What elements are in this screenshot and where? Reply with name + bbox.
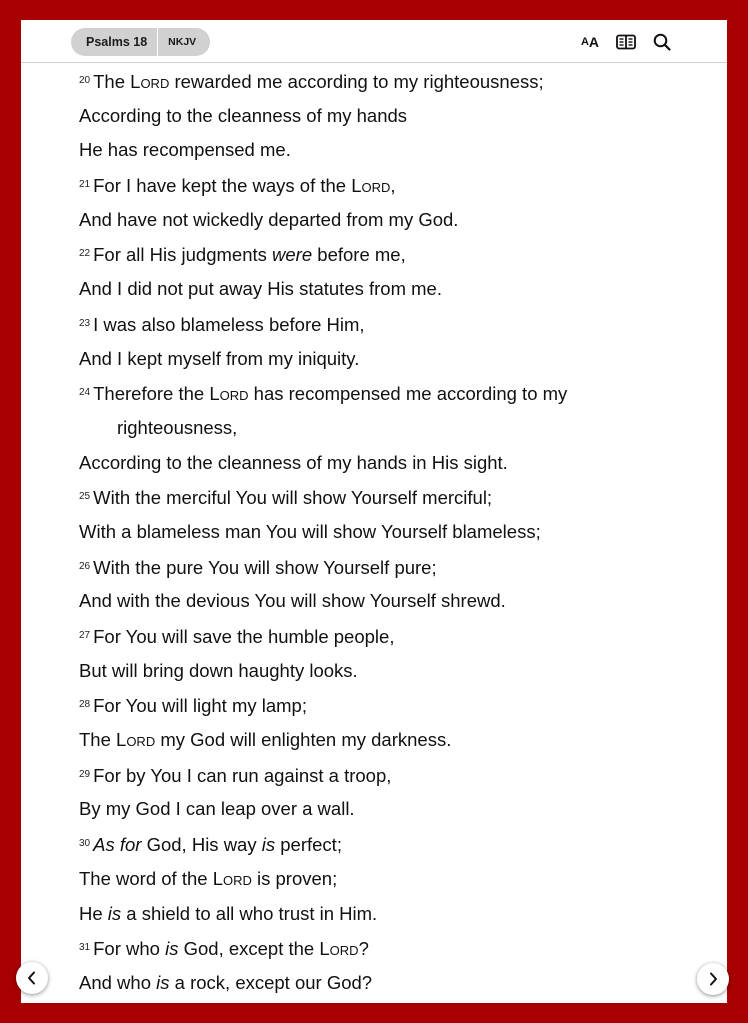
verse-number: 29 xyxy=(79,768,91,780)
verse-text: For who xyxy=(93,938,166,960)
scripture-line xyxy=(79,272,699,307)
scripture-line xyxy=(79,862,699,897)
verse-text: God, His way xyxy=(141,834,262,856)
verse-number: 30 xyxy=(79,838,91,850)
verse-text: And I did not put away His statutes from me. xyxy=(79,278,442,300)
verse-text: a shield to all who trust in Him. xyxy=(121,902,378,924)
scripture-line xyxy=(79,133,699,168)
scripture-line xyxy=(79,758,699,793)
verse-text: The word of the xyxy=(79,867,213,889)
verse-text: And with the devious You will show Yourself shrewd. xyxy=(79,590,506,612)
scripture-line xyxy=(79,654,699,689)
text-size-icon[interactable] xyxy=(578,32,602,52)
book-open-icon[interactable] xyxy=(615,32,637,52)
verse-text: With a blameless man You will show Yourself blameless; xyxy=(79,520,541,542)
verse-text: God, except the xyxy=(178,938,320,960)
scripture-line xyxy=(79,515,699,550)
verse-text: He has recompensed me. xyxy=(79,139,291,161)
verse-number: 23 xyxy=(79,317,91,329)
top-toolbar xyxy=(21,20,727,63)
version-button[interactable]: NKJV xyxy=(168,36,197,48)
search-icon[interactable] xyxy=(651,32,673,52)
scripture-line xyxy=(79,931,699,966)
divine-name: Lord xyxy=(351,175,391,197)
scripture-line xyxy=(79,203,699,238)
italic-supplied-word: is xyxy=(165,938,179,960)
verse-text: , xyxy=(390,175,396,197)
verse-text: before me, xyxy=(312,244,406,266)
verse-text: my God will enlighten my darkness. xyxy=(155,729,452,751)
scripture-line xyxy=(79,168,699,203)
scripture-line xyxy=(79,723,699,758)
verse-text: He xyxy=(79,902,108,924)
next-chapter-button[interactable] xyxy=(697,963,729,995)
scripture-line xyxy=(79,99,699,134)
verse-text: According to the cleanness of my hands xyxy=(79,104,408,126)
divine-name: Lord xyxy=(209,383,249,405)
divine-name: Lord xyxy=(116,729,156,751)
verse-number: 24 xyxy=(79,387,91,399)
verse-text: righteousness, xyxy=(117,416,238,438)
verse-text: And who xyxy=(79,971,157,993)
scripture-line xyxy=(79,64,699,99)
reader-page xyxy=(21,20,727,1003)
scripture-line xyxy=(79,688,699,723)
scripture-line xyxy=(79,376,699,411)
verse-text: The xyxy=(93,71,131,92)
verse-text: For You will save the humble people, xyxy=(93,626,395,647)
verse-text: a rock, except our God? xyxy=(169,971,373,993)
verse-text: For You will light my lamp; xyxy=(93,695,307,717)
text-size-large-letter: A xyxy=(588,34,600,50)
verse-text: I was also blameless before Him, xyxy=(93,313,365,335)
chevron-left-icon xyxy=(26,971,38,985)
scripture-line xyxy=(79,619,699,654)
scripture-line xyxy=(79,792,699,827)
scripture-line xyxy=(79,480,699,515)
scripture-line xyxy=(79,827,699,862)
verse-text: According to the cleanness of my hands in His sight. xyxy=(79,451,508,473)
italic-supplied-word: As for xyxy=(93,834,142,856)
verse-number: 27 xyxy=(79,630,91,641)
scripture-line xyxy=(79,411,699,446)
verse-text: For by You I can run against a troop, xyxy=(93,764,392,786)
scripture-text xyxy=(79,64,699,1001)
verse-text: For I have kept the ways of the xyxy=(93,175,352,197)
verse-number: 28 xyxy=(79,699,91,711)
verse-text: And have not wickedly departed from my God. xyxy=(79,208,459,230)
scripture-line xyxy=(79,307,699,342)
scripture-line xyxy=(79,446,699,481)
scripture-line xyxy=(79,237,699,272)
verse-number: 21 xyxy=(79,179,91,191)
scripture-line xyxy=(79,897,699,932)
verse-text: With the pure You will show Yourself pure; xyxy=(93,556,437,578)
book-chapter-button[interactable]: Psalms 18 xyxy=(71,28,158,56)
verse-text: And I kept myself from my iniquity. xyxy=(79,347,360,369)
italic-supplied-word: were xyxy=(272,244,313,266)
verse-text: rewarded me according to my righteousness; xyxy=(169,71,544,92)
scripture-line xyxy=(79,342,699,377)
verse-text: perfect; xyxy=(275,834,342,856)
verse-number: 22 xyxy=(79,248,91,260)
previous-chapter-button[interactable] xyxy=(16,962,48,994)
italic-supplied-word: is xyxy=(156,971,170,993)
verse-number: 31 xyxy=(79,942,91,954)
verse-number: 20 xyxy=(79,75,91,86)
italic-supplied-word: is xyxy=(107,902,122,924)
scripture-line xyxy=(79,550,699,585)
verse-number: 26 xyxy=(79,560,91,572)
verse-text: ? xyxy=(358,938,369,960)
verse-text: The xyxy=(79,729,117,751)
passage-selector xyxy=(71,28,210,56)
divine-name: Lord xyxy=(212,867,252,889)
verse-text: is proven; xyxy=(251,867,338,889)
text-size-small-letter: A xyxy=(580,36,589,48)
verse-text: Therefore the xyxy=(93,383,210,405)
italic-supplied-word: is xyxy=(261,834,276,856)
verse-text: But will bring down haughty looks. xyxy=(79,659,358,681)
chevron-right-icon xyxy=(707,972,719,986)
verse-text: For all His judgments xyxy=(93,244,273,266)
verse-number: 25 xyxy=(79,491,91,503)
verse-text: By my God I can leap over a wall. xyxy=(79,798,355,820)
scripture-line xyxy=(79,584,699,619)
divine-name: Lord xyxy=(319,938,359,960)
verse-text: has recompensed me according to my xyxy=(248,383,568,405)
scripture-line xyxy=(79,966,699,1001)
divine-name: Lord xyxy=(130,71,170,92)
verse-text: With the merciful You will show Yourself merciful; xyxy=(93,487,493,509)
